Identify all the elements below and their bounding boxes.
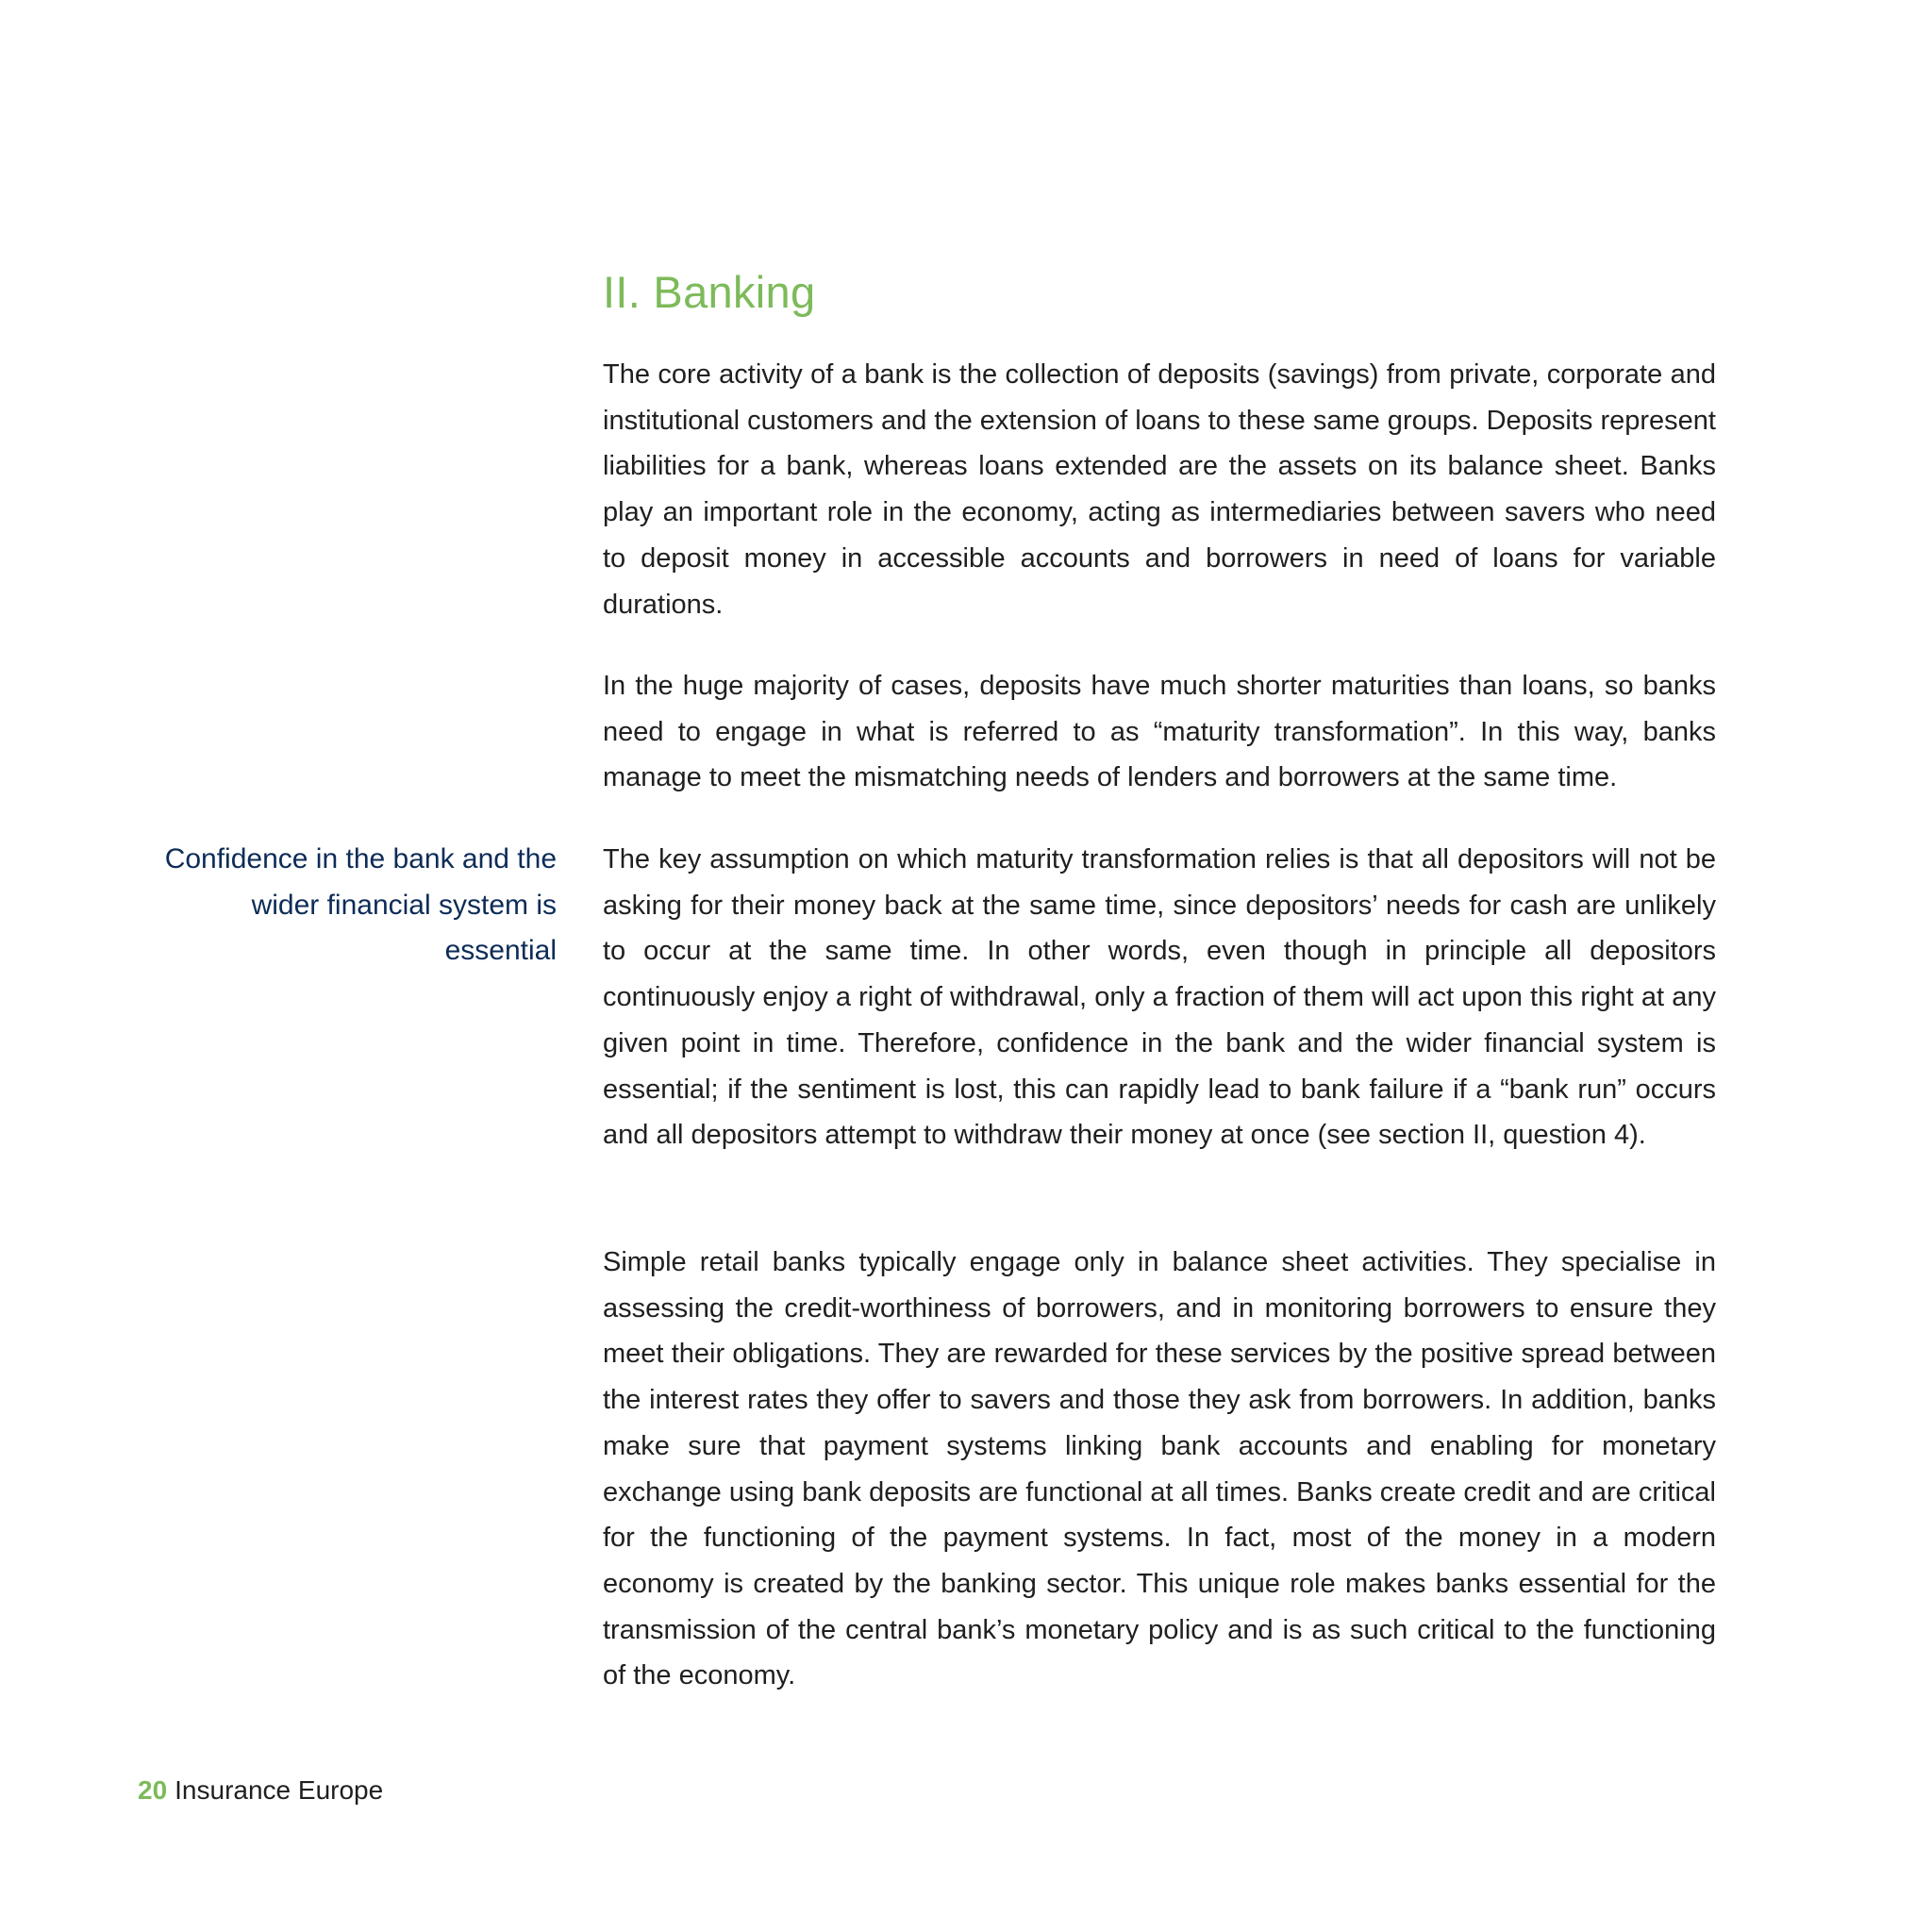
page-footer bbox=[138, 1772, 383, 1809]
body-paragraph-2: In the huge majority of cases, deposits have much shorter maturities than loans, so banks need to engage in what is referred to as “maturity transformation”. In this way, banks manage to meet the mismatching needs of lenders and borrowers at the same time. bbox=[603, 671, 1716, 793]
section-title: II. Banking bbox=[603, 267, 816, 317]
body-paragraph-4: Simple retail banks typically engage only in balance sheet activities. They specialise in assessing the credit-worthiness of borrowers, and in monitoring borrowers to ensure they meet their obligations. They are rewarded for these services by the positive spread between the interest rates they offer to savers and those they ask from borrowers. In addition, banks make sure that payment systems linking bank accounts and enabling for monetary exchange using bank deposits are functional at all times. Banks create credit and are critical for the functioning of the payment systems. In fact, most of the money in a modern economy is created by the banking sector. This unique role makes banks essential for the transmission of the central bank’s monetary policy and is as such critical to the functioning of the economy. bbox=[603, 1247, 1716, 1691]
margin-pull-quote: Confidence in the bank and the wider financial system is essential bbox=[164, 843, 557, 967]
page-number: 20 bbox=[138, 1775, 168, 1805]
publisher-name: Insurance Europe bbox=[175, 1775, 384, 1805]
body-paragraph-3: The key assumption on which maturity transformation relies is that all depositors will not be asking for their money back at the same time, since depositors’ needs for cash are unlikely to occur at the same time. In other words, even though in principle all depositors continuously enjoy a right of withdrawal, only a fraction of them will act upon this right at any given point in time. Therefore, confidence in the bank and the wider financial system is essential; if the sentiment is lost, this can rapidly lead to bank failure if a “bank run” occurs and all depositors attempt to withdraw their money at once (see section II, question 4). bbox=[603, 844, 1716, 1151]
body-paragraph-1: The core activity of a bank is the collection of deposits (savings) from private, corporate and institutional customers and the extension of loans to these same groups. Deposits represent liabilities for a bank, whereas loans extended are the assets on its balance sheet. Banks play an important role in the economy, acting as intermediaries between savers who need to deposit money in accessible accounts and borrowers in need of loans for variable durations. bbox=[603, 359, 1716, 620]
